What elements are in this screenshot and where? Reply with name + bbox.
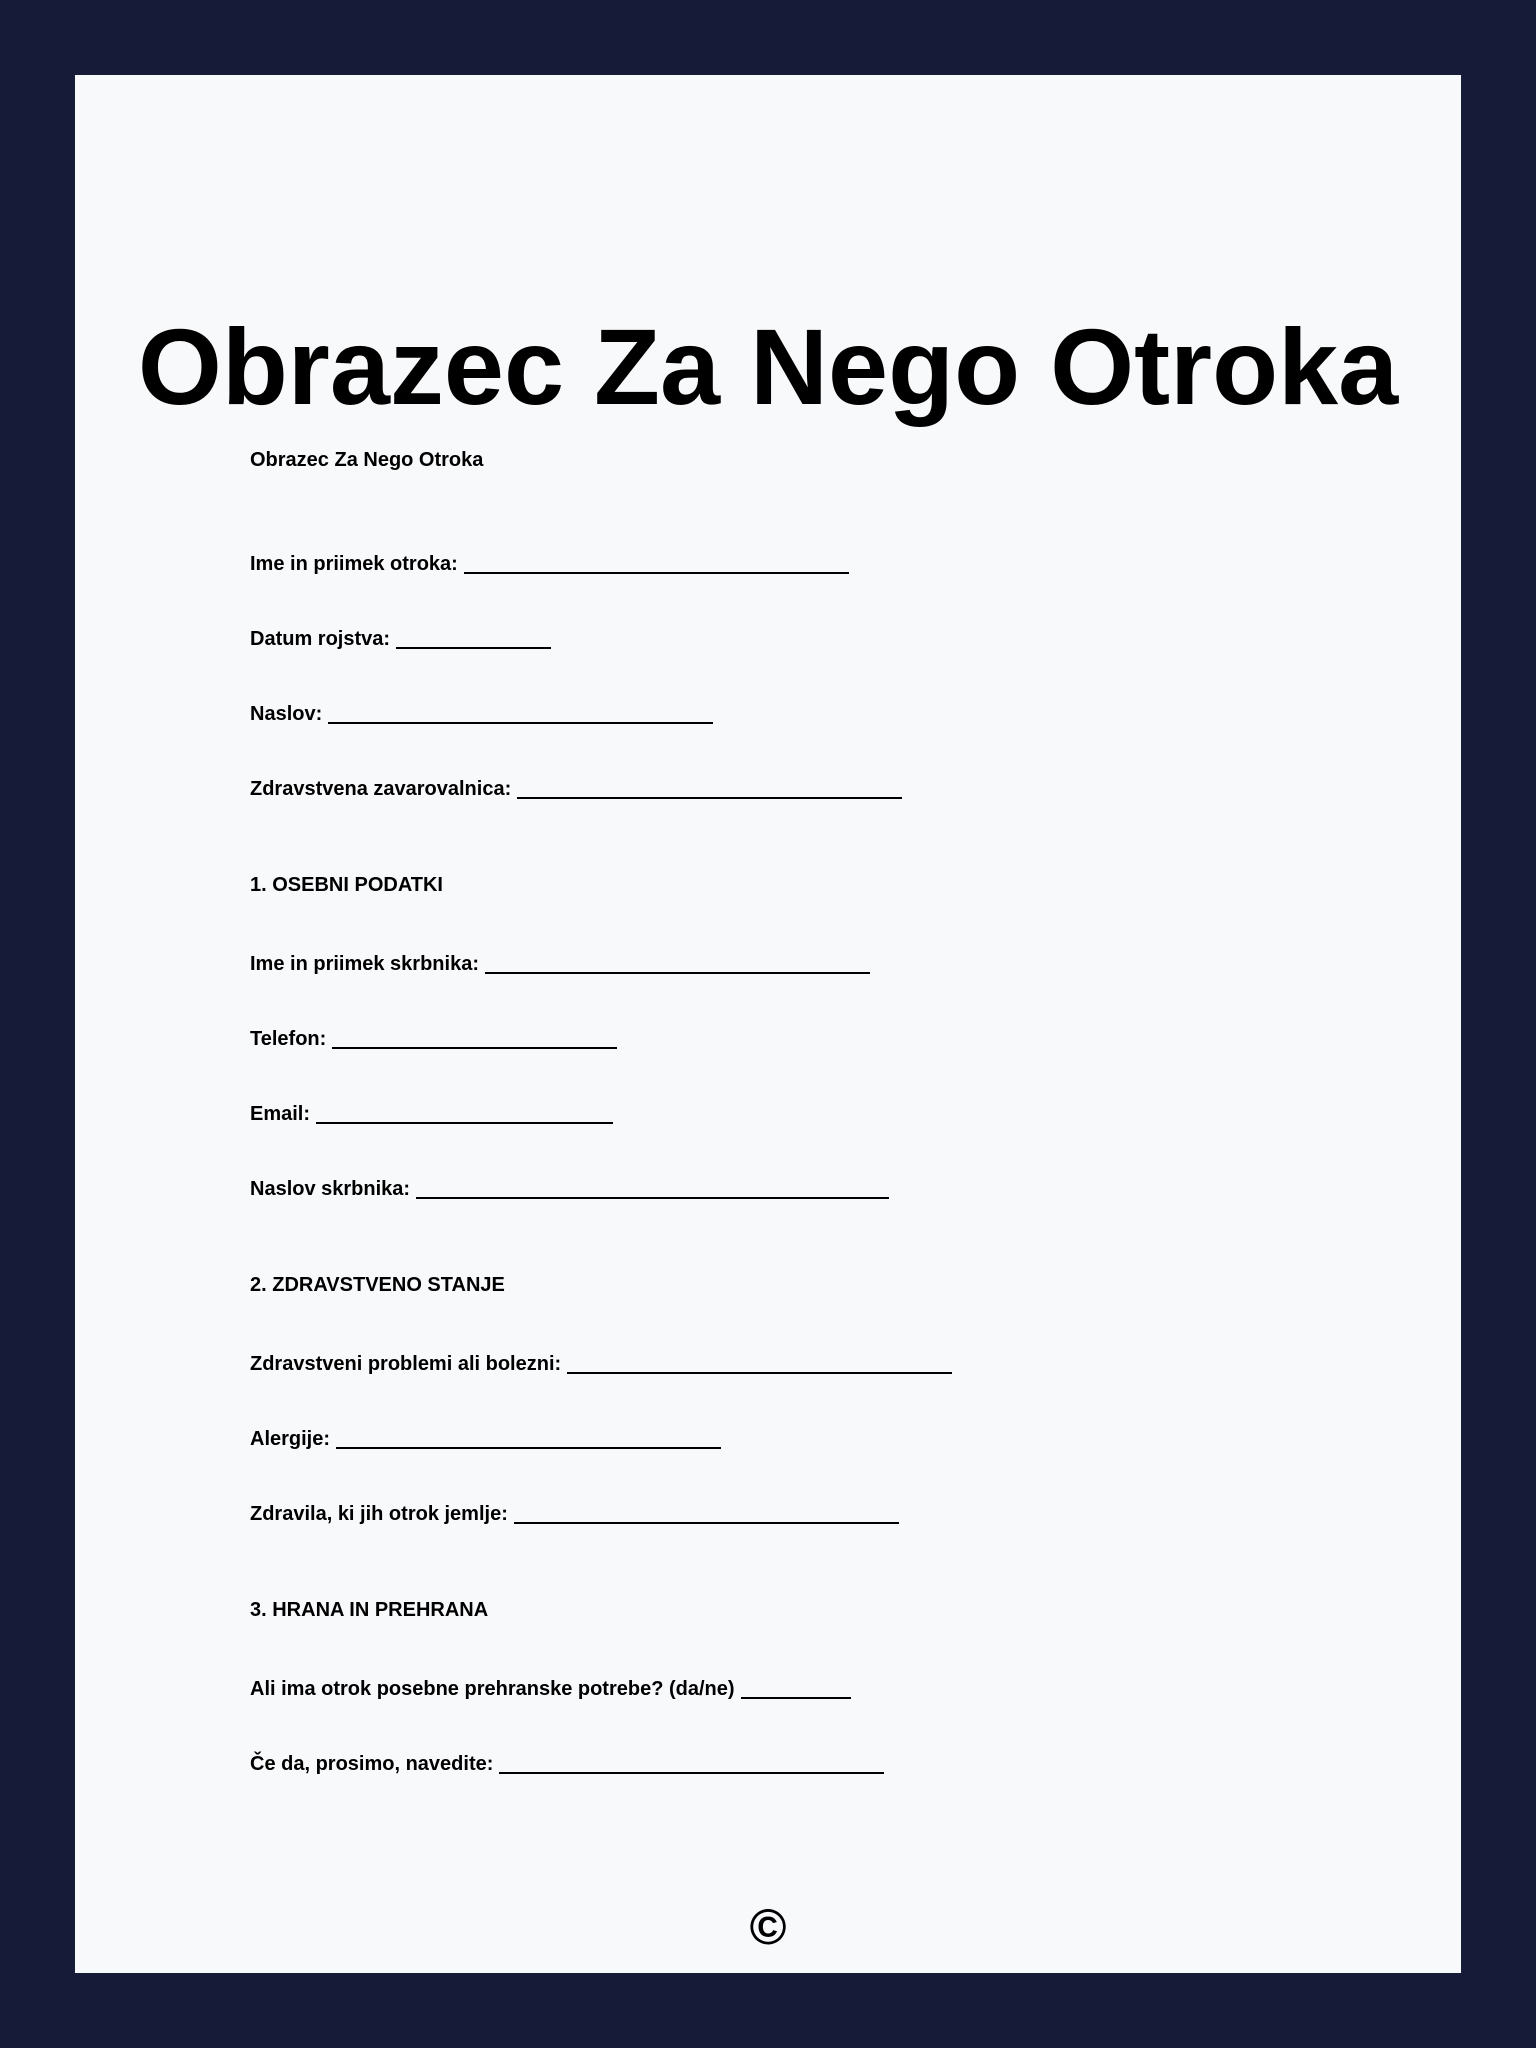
health-problems-blank[interactable] (567, 1352, 952, 1374)
field-label: Ali ima otrok posebne prehranske potrebe? (da/ne) (250, 1678, 735, 1700)
field-label: Naslov: (250, 703, 323, 725)
field-label: Če da, prosimo, navedite: (250, 1753, 494, 1775)
allergies-blank[interactable] (336, 1427, 721, 1449)
field-label: Zdravstvena zavarovalnica: (250, 778, 512, 800)
medications-blank[interactable] (514, 1502, 899, 1524)
child-name-blank[interactable] (464, 552, 849, 574)
phone-blank[interactable] (332, 1027, 617, 1049)
guardian-address-blank[interactable] (416, 1177, 889, 1199)
section-heading-health: 2. ZDRAVSTVENO STANJE (250, 1274, 505, 1296)
page-title: Obrazec Za Nego Otroka (137, 306, 1399, 427)
copyright-symbol: © (749, 1899, 787, 1955)
insurance-blank[interactable] (517, 777, 902, 799)
form-page (75, 75, 1461, 1973)
field-dietary-details (250, 1748, 884, 1776)
field-label: Ime in priimek skrbnika: (250, 953, 479, 975)
field-dietary-needs (250, 1673, 851, 1701)
section-heading-personal: 1. OSEBNI PODATKI (250, 874, 443, 896)
field-medications (250, 1498, 899, 1526)
field-label: Alergije: (250, 1428, 331, 1450)
field-birth-date (250, 623, 551, 651)
field-allergies (250, 1423, 721, 1451)
field-label: Ime in priimek otroka: (250, 553, 458, 575)
birth-date-blank[interactable] (396, 627, 551, 649)
field-phone (250, 1023, 617, 1051)
field-label: Telefon: (250, 1028, 327, 1050)
field-label: Zdravstveni problemi ali bolezni: (250, 1353, 562, 1375)
field-address (250, 698, 713, 726)
dietary-needs-blank[interactable] (741, 1677, 851, 1699)
field-label: Zdravila, ki jih otrok jemlje: (250, 1503, 508, 1525)
field-label: Naslov skrbnika: (250, 1178, 411, 1200)
guardian-name-blank[interactable] (485, 952, 870, 974)
field-label: Datum rojstva: (250, 628, 391, 650)
address-blank[interactable] (328, 702, 713, 724)
field-insurance (250, 773, 902, 801)
field-guardian-address (250, 1173, 889, 1201)
section-heading-nutrition: 3. HRANA IN PREHRANA (250, 1599, 489, 1621)
email-blank[interactable] (316, 1102, 613, 1124)
field-email (250, 1098, 613, 1126)
field-label: Email: (250, 1103, 311, 1125)
field-child-name (250, 548, 849, 576)
field-guardian-name (250, 948, 870, 976)
field-health-problems (250, 1348, 952, 1376)
form-subtitle: Obrazec Za Nego Otroka (250, 449, 484, 471)
dietary-details-blank[interactable] (499, 1752, 884, 1774)
